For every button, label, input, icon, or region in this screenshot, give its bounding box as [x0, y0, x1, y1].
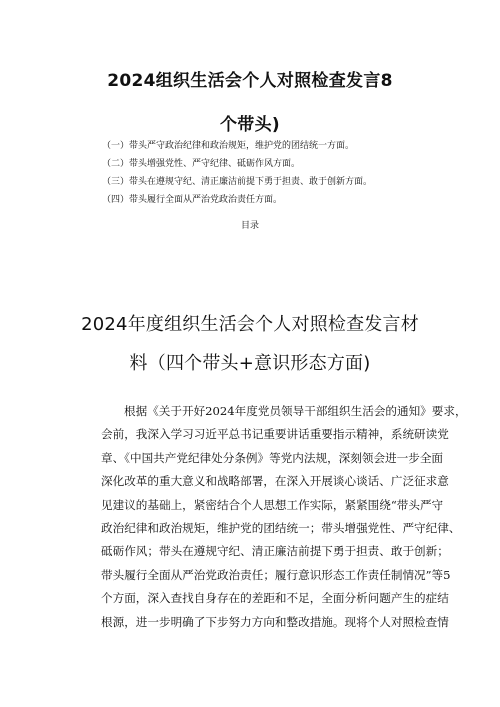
table-of-contents	[102, 137, 422, 209]
toc-item[interactable]: （二）带头增强党性、严守纪律、砥砺作风方面。	[102, 159, 301, 169]
paragraph-line: 砥砺作风；带头在遵规守纪、清正廉洁前提下勇于担责、敢于创新；	[101, 544, 449, 559]
paragraph-line: 深化改革的重大意义和战略部署，在深入开展谈心谈话、广泛征求意	[101, 474, 449, 489]
section-title-line-2: 料（四个带头+意识形态方面)	[129, 353, 371, 374]
body-paragraph	[101, 400, 467, 634]
paragraph-line: 带头履行全面从严治党政治责任；履行意识形态工作责任制情况”等5	[101, 567, 451, 582]
doc-title-line-2: 个带头)	[220, 115, 280, 135]
toc-item[interactable]: （三）带头在遵规守纪、清正廉洁前提下勇于担责、敢于创新方面。	[102, 177, 373, 187]
paragraph-line: 政治纪律和政治规矩，维护党的团结统一；带头增强党性、严守纪律、	[101, 521, 461, 536]
toc-label: 目录	[240, 221, 259, 231]
paragraph-line: 见建议的基础上，紧密结合个人思想工作实际，紧紧围绕“带头严守	[101, 497, 444, 512]
section-title-line-1: 2024年度组织生活会个人对照检查发言材	[81, 314, 419, 335]
paragraph-line: 根据《关于开好2024年度党员领导干部组织生活会的通知》要求，	[124, 404, 467, 418]
toc-item[interactable]: （一）带头严守政治纪律和政治规矩，维护党的团结统一方面。	[102, 141, 355, 151]
paragraph-line: 章、《中国共产党纪律处分条例》等党内法规，深刻领会进一步全面	[101, 450, 444, 465]
paragraph-line: 会前，我深入学习习近平总书记重要讲话重要指示精神，系统研读党	[101, 427, 449, 442]
paragraph-line: 根源，进一步明确了下步努力方向和整改措施。现将个人对照检查情	[101, 614, 449, 629]
doc-title-line-1: 2024组织生活会个人对照检查发言8	[107, 71, 393, 91]
paragraph-line: 个方面，深入查找自身存在的差距和不足，全面分析问题产生的症结	[101, 591, 449, 606]
toc-item[interactable]: （四）带头履行全面从严治党政治责任方面。	[102, 195, 283, 205]
